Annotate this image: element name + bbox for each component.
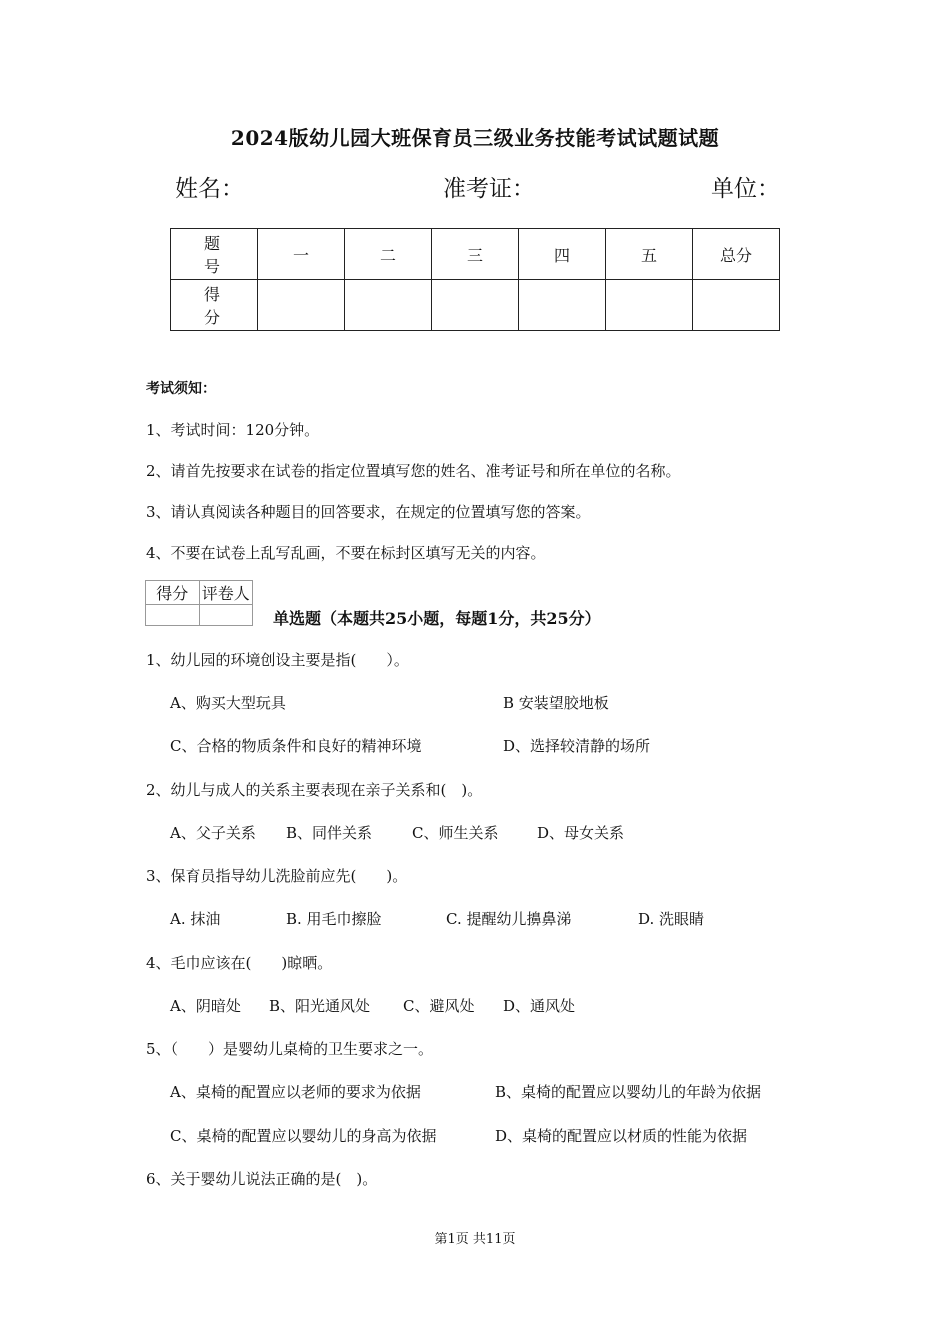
grader-box [145, 580, 253, 626]
question-stem: 3、保育员指导幼儿洗脸前应先( )。 [146, 867, 408, 885]
option: D、桌椅的配置应以材质的性能为依据 [495, 1127, 748, 1145]
section-heading: 单选题（本题共25小题，每题1分，共25分） [273, 609, 601, 628]
grader-score-cell[interactable] [146, 605, 200, 626]
option: D、通风处 [503, 997, 576, 1015]
option: A、桌椅的配置应以老师的要求为依据 [170, 1083, 421, 1101]
score-table-score-row [171, 280, 780, 331]
score-cell-2[interactable] [345, 280, 432, 331]
score-header-3: 三 [432, 229, 519, 280]
score-header-total: 总分 [693, 229, 780, 280]
question-stem: 6、关于婴幼儿说法正确的是( )。 [146, 1170, 378, 1188]
exam-number-field-label: 准考证： [443, 176, 535, 202]
score-cell-5[interactable] [606, 280, 693, 331]
option: C、避风处 [403, 997, 475, 1015]
option: B. 用毛巾擦脸 [286, 910, 382, 928]
option: C. 提醒幼儿擤鼻涕 [446, 910, 572, 928]
score-cell-total[interactable] [693, 280, 780, 331]
option: C、桌椅的配置应以婴幼儿的身高为依据 [170, 1127, 437, 1145]
score-cell-3[interactable] [432, 280, 519, 331]
option: B、阳光通风处 [269, 997, 371, 1015]
question-stem: 1、幼儿园的环境创设主要是指( ）。 [146, 651, 409, 669]
score-header-1: 一 [258, 229, 345, 280]
name-field-label: 姓名： [175, 176, 244, 202]
grader-name-cell[interactable] [199, 605, 253, 626]
notice-item: 1、考试时间：120分钟。 [146, 421, 320, 439]
option: D、选择较清静的场所 [503, 737, 651, 755]
notice-item: 3、请认真阅读各种题目的回答要求，在规定的位置填写您的答案。 [146, 503, 591, 521]
option: A、阴暗处 [170, 997, 241, 1015]
question-stem: 2、幼儿与成人的关系主要表现在亲子关系和( )。 [146, 781, 483, 799]
score-row-label: 得 分 [171, 280, 258, 331]
option: A. 抹油 [170, 910, 221, 928]
question-stem: 5、（ ）是婴幼儿桌椅的卫生要求之一。 [146, 1040, 434, 1058]
score-header-5: 五 [606, 229, 693, 280]
option: B、同伴关系 [286, 824, 373, 842]
notice-item: 4、不要在试卷上乱写乱画，不要在标封区填写无关的内容。 [146, 544, 546, 562]
score-header-2: 二 [345, 229, 432, 280]
score-header-4: 四 [519, 229, 606, 280]
question-stem: 4、毛巾应该在( )晾晒。 [146, 954, 333, 972]
score-header-question-no: 题 号 [171, 229, 258, 280]
score-table-header-row [171, 229, 780, 280]
option: A、购买大型玩具 [170, 694, 286, 712]
notice-heading: 考试须知： [146, 381, 216, 397]
option: C、合格的物质条件和良好的精神环境 [170, 737, 422, 755]
page-footer: 第1页 共11页 [434, 1232, 516, 1247]
option: C、师生关系 [412, 824, 499, 842]
option: B、桌椅的配置应以婴幼儿的年龄为依据 [495, 1083, 762, 1101]
page-title: 2024版幼儿园大班保育员三级业务技能考试试题试题 [230, 126, 720, 150]
score-cell-4[interactable] [519, 280, 606, 331]
score-cell-1[interactable] [258, 280, 345, 331]
option: D. 洗眼睛 [638, 910, 705, 928]
grader-name-label: 评卷人 [199, 581, 253, 605]
grader-score-label: 得分 [146, 581, 200, 605]
option: D、母女关系 [537, 824, 625, 842]
notice-item: 2、请首先按要求在试卷的指定位置填写您的姓名、准考证号和所在单位的名称。 [146, 462, 681, 480]
option: B 安装望胶地板 [503, 694, 609, 712]
option: A、父子关系 [170, 824, 256, 842]
unit-field-label: 单位： [711, 176, 780, 202]
score-table [170, 228, 780, 331]
